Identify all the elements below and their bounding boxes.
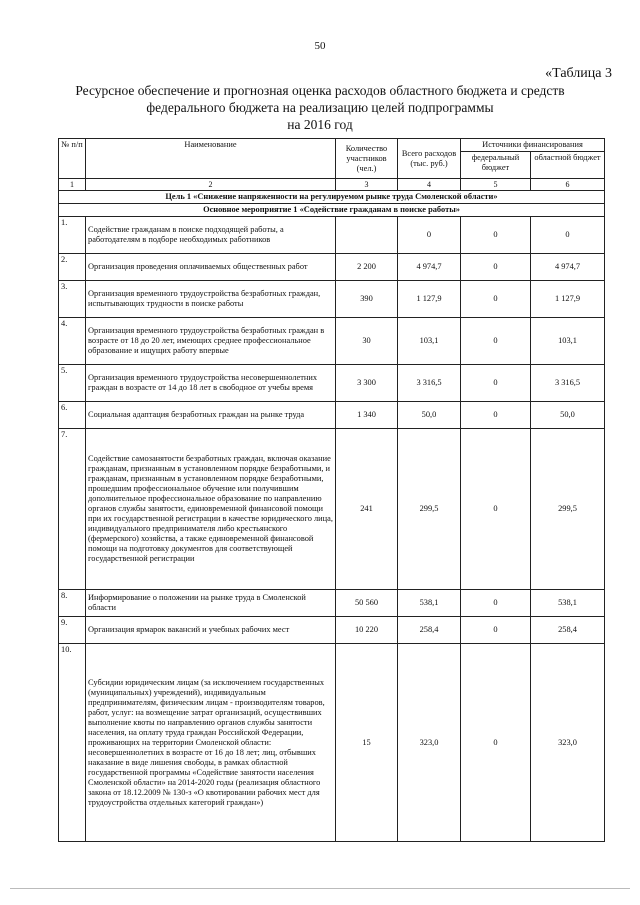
row-participants: 241 [336, 429, 398, 590]
row-participants [336, 217, 398, 254]
column-index-row [59, 179, 605, 191]
header-participants: Количество участников (чел.) [336, 139, 398, 179]
row-total: 323,0 [398, 644, 461, 842]
row-regional: 258,4 [531, 617, 605, 644]
column-index: 2 [86, 179, 336, 191]
row-name: Субсидии юридическим лицам (за исключением государственных (муниципальных) учреждений), индивидуальным предпринимателям, физическим лицам - производителям товаров, работ, услуг: на возмещение затрат организаций, осуществивших выполнение квоты по направлению органов службы занятости населения, на оплату труда граждан Российской Федерации, проживающих на территории Смоленской области: несовершеннолетних в возрасте от 16 до 18 лет; лиц, отбывших наказание в виде лишения свободы, в рамках областной государственной программы «Содействие занятости населения Смоленской области» на 2014-2020 годы (реализация областного закона от 18.12.2009 № 130-з «О квотировании рабочих мест для трудоустройства отдельных категорий граждан») [86, 644, 336, 842]
row-name: Организация проведения оплачиваемых общественных работ [86, 254, 336, 281]
row-total: 0 [398, 217, 461, 254]
row-regional: 3 316,5 [531, 365, 605, 402]
column-index: 1 [59, 179, 86, 191]
goal-title: Цель 1 «Снижение напряженности на регулируемом рынке труда Смоленской области» [59, 191, 605, 204]
table-row [59, 217, 605, 254]
header-num: № п/п [59, 139, 86, 179]
column-index: 5 [461, 179, 531, 191]
row-number: 2. [59, 254, 86, 281]
row-federal: 0 [461, 281, 531, 318]
row-name: Содействие гражданам в поиске подходящей работы, а работодателям в подборе необходимых работников [86, 217, 336, 254]
row-participants: 50 560 [336, 590, 398, 617]
row-total: 103,1 [398, 318, 461, 365]
column-index: 3 [336, 179, 398, 191]
row-participants: 390 [336, 281, 398, 318]
table-row [59, 429, 605, 590]
row-federal: 0 [461, 217, 531, 254]
row-total: 3 316,5 [398, 365, 461, 402]
row-number: 1. [59, 217, 86, 254]
document-title [40, 82, 600, 133]
row-total: 1 127,9 [398, 281, 461, 318]
table-row [59, 281, 605, 318]
row-total: 258,4 [398, 617, 461, 644]
title-line-1: Ресурсное обеспечение и прогнозная оценка расходов областного бюджета и средств [75, 83, 565, 98]
row-federal: 0 [461, 590, 531, 617]
row-number: 9. [59, 617, 86, 644]
goal-row [59, 191, 605, 204]
measure-row [59, 204, 605, 217]
row-federal: 0 [461, 402, 531, 429]
row-participants: 2 200 [336, 254, 398, 281]
row-regional: 50,0 [531, 402, 605, 429]
row-name: Информирование о положении на рынке труда в Смоленской области [86, 590, 336, 617]
row-number: 5. [59, 365, 86, 402]
row-federal: 0 [461, 318, 531, 365]
row-total: 538,1 [398, 590, 461, 617]
table-row [59, 254, 605, 281]
row-federal: 0 [461, 254, 531, 281]
column-index: 4 [398, 179, 461, 191]
row-name: Содействие самозанятости безработных граждан, включая оказание гражданам, признанным в установленном порядке безработными, и гражданам, признанным в установленном порядке безработными, прошедшим профессиональное обучение или получившим дополнительное профессиональное образование по направлению органов службы занятости, единовременной финансовой помощи при их государственной регистрации в качестве юридического лица, индивидуального предпринимателя либо крестьянского (фермерского) хозяйства, а также единовременной финансовой помощи на подготовку документов для соответствующей государственной регистрации [86, 429, 336, 590]
resource-table [58, 138, 605, 842]
row-regional: 323,0 [531, 644, 605, 842]
row-participants: 15 [336, 644, 398, 842]
header-federal: федеральный бюджет [461, 152, 531, 179]
table-row [59, 402, 605, 429]
table-label: «Таблица 3 [545, 66, 612, 81]
row-regional: 4 974,7 [531, 254, 605, 281]
row-name: Организация ярмарок вакансий и учебных рабочих мест [86, 617, 336, 644]
header-total: Всего расходов (тыс. руб.) [398, 139, 461, 179]
page-number: 50 [314, 40, 326, 52]
row-federal: 0 [461, 365, 531, 402]
row-total: 50,0 [398, 402, 461, 429]
table-row [59, 644, 605, 842]
row-number: 4. [59, 318, 86, 365]
row-regional: 103,1 [531, 318, 605, 365]
header-row-1 [59, 139, 605, 152]
row-participants: 1 340 [336, 402, 398, 429]
row-name: Организация временного трудоустройства безработных граждан, испытывающих трудности в поиске работы [86, 281, 336, 318]
row-total: 299,5 [398, 429, 461, 590]
row-regional: 0 [531, 217, 605, 254]
header-sources: Источники финансирования [461, 139, 605, 152]
table-row [59, 590, 605, 617]
row-number: 3. [59, 281, 86, 318]
row-name: Организация временного трудоустройства безработных граждан в возрасте от 18 до 20 лет, имеющих среднее профессиональное образование и ищущих работу впервые [86, 318, 336, 365]
table-row [59, 617, 605, 644]
row-regional: 299,5 [531, 429, 605, 590]
row-participants: 3 300 [336, 365, 398, 402]
row-number: 8. [59, 590, 86, 617]
row-federal: 0 [461, 644, 531, 842]
column-index: 6 [531, 179, 605, 191]
title-line-3: на 2016 год [287, 117, 353, 132]
table-row [59, 318, 605, 365]
row-federal: 0 [461, 617, 531, 644]
page-bottom-divider [10, 888, 630, 889]
row-participants: 10 220 [336, 617, 398, 644]
title-line-2: федерального бюджета на реализацию целей подпрограммы [146, 100, 494, 115]
row-regional: 538,1 [531, 590, 605, 617]
row-total: 4 974,7 [398, 254, 461, 281]
row-regional: 1 127,9 [531, 281, 605, 318]
row-number: 10. [59, 644, 86, 842]
row-name: Организация временного трудоустройства несовершеннолетних граждан в возрасте от 14 до 18 лет в свободное от учебы время [86, 365, 336, 402]
row-number: 6. [59, 402, 86, 429]
header-regional: областной бюджет [531, 152, 605, 179]
row-number: 7. [59, 429, 86, 590]
row-federal: 0 [461, 429, 531, 590]
header-name: Наименование [86, 139, 336, 179]
table-row [59, 365, 605, 402]
row-name: Социальная адаптация безработных граждан на рынке труда [86, 402, 336, 429]
row-participants: 30 [336, 318, 398, 365]
measure-title: Основное мероприятие 1 «Содействие гражданам в поиске работы» [59, 204, 605, 217]
